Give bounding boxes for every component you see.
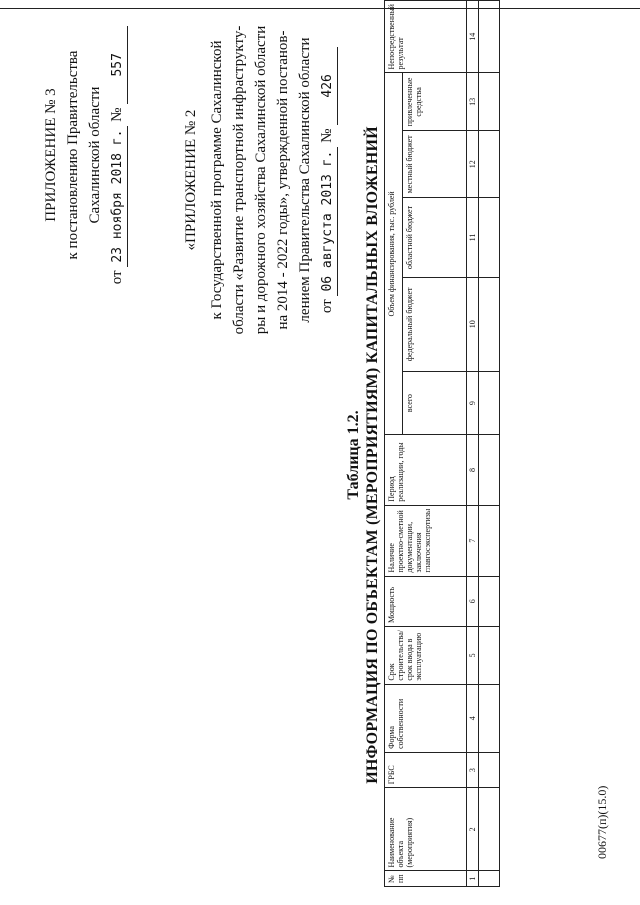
program-from-label: от — [319, 299, 335, 314]
header-finance: Объем финансирования, тыс. рублей — [385, 73, 403, 435]
header-local: местный бюджет — [403, 131, 467, 198]
appendix-date-field: 23 ноября 2018 г. — [109, 126, 128, 267]
column-number: 11 — [467, 198, 479, 277]
header-other: привлеченные средства — [403, 73, 467, 131]
program-date-line — [316, 15, 338, 345]
table-title: Таблица 1.2. — [345, 410, 362, 500]
table-heading: ИНФОРМАЦИЯ ПО ОБЪЕКТАМ (МЕРОПРИЯТИЯМ) КАПИТАЛЬНЫХ ВЛОЖЕНИЙ — [364, 126, 381, 784]
header-result: Непосредственный результат — [385, 1, 467, 73]
header-name: Наименование объекта (мероприятия) — [385, 788, 467, 871]
appendix-date-line — [106, 15, 128, 295]
column-number: 7 — [467, 505, 479, 576]
program-line: области «Развитие транспортной инфраструкту- — [231, 25, 247, 335]
column-number: 5 — [467, 627, 479, 685]
program-line: ры и дорожного хозяйства Сахалинской области — [253, 25, 269, 335]
column-number: 1 — [467, 871, 479, 887]
header-ownership: Форма собственности — [385, 684, 467, 752]
header-total: всего — [403, 371, 467, 434]
appendix-number-field: 557 — [109, 26, 128, 104]
program-line: к Государственной программе Сахалинской — [209, 40, 225, 320]
column-number: 8 — [467, 435, 479, 505]
column-number: 13 — [467, 73, 479, 131]
document-code: 00677(п)(15.0) — [595, 785, 609, 859]
appendix-line2: Сахалинской области — [87, 86, 103, 224]
program-block — [180, 15, 338, 345]
program-date-field: 06 августа 2013 г. — [319, 147, 338, 296]
appendix-from-label: от — [109, 270, 125, 285]
program-line: на 2014 - 2022 годы», утвержденной постанов- — [275, 30, 291, 330]
column-numbers-row — [467, 1, 479, 887]
header-docs: Наличие проектно-сметной документации, заключения главгосэкспертизы — [385, 505, 467, 576]
header-term: Срок строительства/срок ввода в эксплуатацию — [385, 627, 467, 685]
appendix-line1: к постановлению Правительства — [65, 50, 81, 260]
header-period: Период реализации, годы — [385, 435, 467, 505]
header-grbs: ГРБС — [385, 752, 467, 787]
appendix-title: ПРИЛОЖЕНИЕ № 3 — [43, 88, 59, 222]
column-number: 12 — [467, 131, 479, 198]
column-number: 9 — [467, 371, 479, 434]
program-number-label: № — [319, 128, 335, 143]
appendix-number-label: № — [109, 107, 125, 122]
program-number-field: 426 — [319, 47, 338, 125]
program-title: «ПРИЛОЖЕНИЕ № 2 — [183, 109, 199, 251]
appendix-block — [40, 15, 128, 295]
column-number: 14 — [467, 1, 479, 73]
capital-investments-table — [384, 0, 500, 887]
column-number: 4 — [467, 684, 479, 752]
column-number: 2 — [467, 788, 479, 871]
column-number: 6 — [467, 576, 479, 627]
header-regional: областной бюджет — [403, 198, 467, 277]
program-line: лением Правительства Сахалинской области — [297, 37, 313, 323]
column-number: 10 — [467, 277, 479, 371]
header-capacity: Мощность — [385, 576, 467, 627]
header-num: № пп — [385, 871, 467, 887]
column-number: 3 — [467, 752, 479, 787]
empty-data-row — [479, 1, 500, 887]
header-federal: федеральный бюджет — [403, 277, 467, 371]
